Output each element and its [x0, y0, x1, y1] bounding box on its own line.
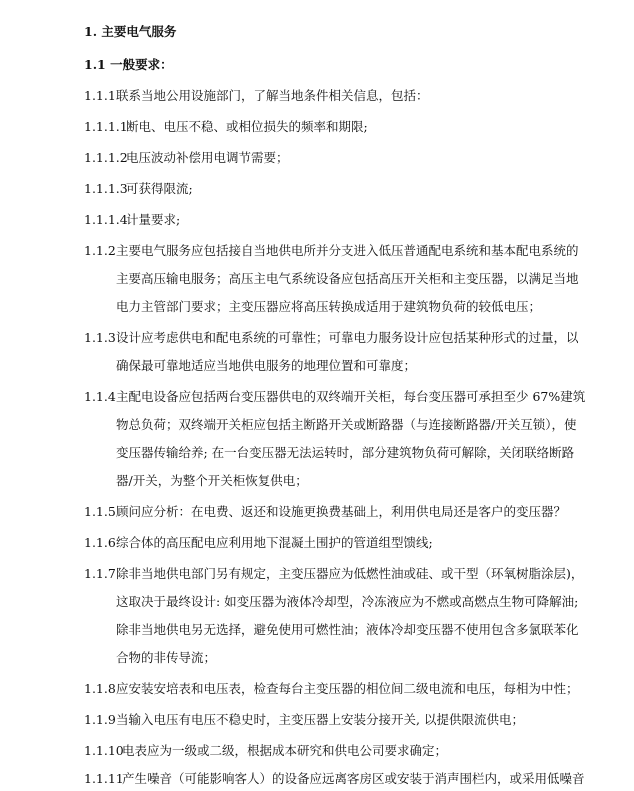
item-text-line: 合物的非传导流；	[116, 650, 217, 665]
item-number: 1.1.2	[84, 243, 116, 258]
item-number: 1.1.11	[84, 771, 124, 786]
item-text-line: 这取决于最终设计: 如变压器为液体冷却型，冷冻液应为不燃或高燃点生物可降解油;	[116, 594, 579, 609]
item-number: 1.1.1	[84, 88, 116, 103]
item-number: 1.1.10	[84, 743, 124, 758]
item-text: 当输入电压有电压不稳史时，主变压器上安装分接开关, 以提供限流供电；	[116, 712, 524, 727]
item-text: 产生噪音（可能影响客人）的设备应远离客房区或安装于消声围栏内，或采用低噪音	[122, 771, 585, 786]
item-text-line: 变压器传输给养; 在一台变压器无法运转时，部分建筑物负荷可解除，关闭联络断路	[116, 445, 575, 460]
item-text-line: 确保最可靠地适应当地供电服务的地理位置和可靠度；	[116, 358, 417, 373]
item-text: 电压波动补偿用电调节需要；	[126, 150, 289, 165]
item-text-line: 器/开关，为整个开关柜恢复供电；	[116, 473, 308, 488]
item-text-line: 主配电设备应包括两台变压器供电的双终端开关柜，每台变压器可承担至少 67%建筑	[116, 389, 586, 404]
item-text: 电表应为一级或二级，根据成本研究和供电公司要求确定；	[122, 743, 448, 758]
item-number: 1.1.5	[84, 504, 116, 519]
item-text-line: 主要电气服务应包括接自当地供电所并分支进入低压普通配电系统和基本配电系统的	[116, 243, 579, 258]
item-text: 计量要求;	[126, 212, 181, 227]
item-text: 顾问应分析：在电费、返还和设施更换费基础上，利用供电局还是客户的变压器？	[116, 504, 567, 519]
item-text: 应安装安培表和电压表，检查每台主变压器的相位间二级电流和电压，每相为中性；	[116, 681, 579, 696]
item-number: 1.1.1.3	[84, 181, 128, 196]
item-number: 1.1.8	[84, 681, 116, 696]
item-number: 1.1.7	[84, 566, 116, 581]
subsection-title-text: 1.1 一般要求：	[84, 57, 173, 72]
item-number: 1.1.1.2	[84, 150, 128, 165]
item-text: 联系当地公用设施部门，了解当地条件相关信息，包括：	[116, 88, 429, 103]
item-number: 1.1.6	[84, 535, 116, 550]
item-text-line: 除非当地供电部门另有规定，主变压器应为低燃性油或硅、或干型（环氧树脂涂层)，	[116, 566, 584, 581]
item-text-line: 物总负荷；双终端开关柜应包括主断路开关或断路器（与连接断路器/开关互锁），使	[116, 417, 577, 432]
item-text: 综合体的高压配电应利用地下混凝土围护的管道组型馈线;	[116, 535, 433, 550]
item-text-line: 主要高压输电服务；高压主电气系统设备应包括高压开关柜和主变压器，以满足当地	[116, 271, 579, 286]
item-number: 1.1.1.1	[84, 119, 128, 134]
item-text: 断电、电压不稳、或相位损失的频率和期限;	[126, 119, 368, 134]
item-text: 可获得限流;	[126, 181, 193, 196]
item-number: 1.1.1.4	[84, 212, 128, 227]
section-title-text: 1. 主要电气服务	[84, 24, 177, 39]
item-text-line: 设计应考虑供电和配电系统的可靠性；可靠电力服务设计应包括某种形式的过量，以	[116, 330, 579, 345]
item-number: 1.1.3	[84, 330, 116, 345]
item-number: 1.1.9	[84, 712, 116, 727]
item-text-line: 电力主管部门要求；主变压器应将高压转换成适用于建筑物负荷的较低电压；	[116, 299, 542, 314]
item-number: 1.1.4	[84, 389, 116, 404]
item-text-line: 除非当地供电另无选择，避免使用可燃性油；液体冷却变压器不使用包含多氯联苯化	[116, 622, 579, 637]
